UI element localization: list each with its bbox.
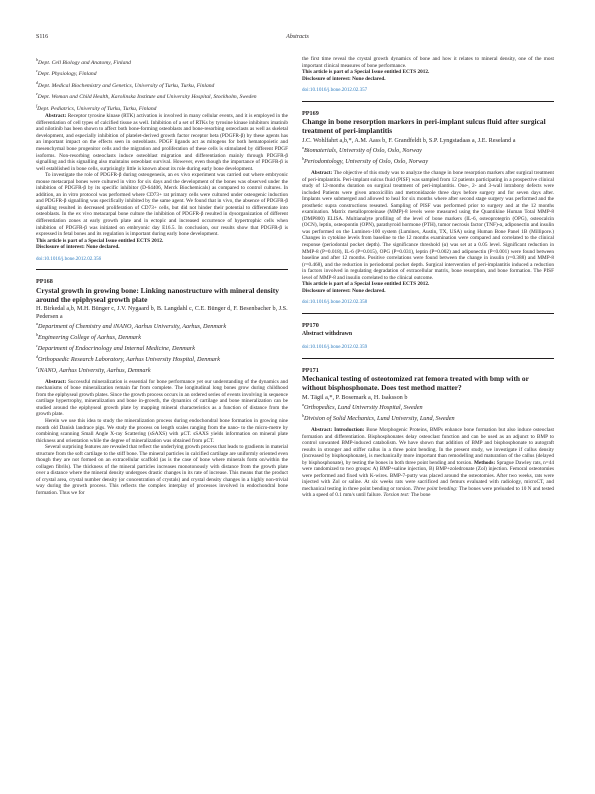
special-issue-note: This article is part of a Special Issue entitled ECTS 2012. (302, 281, 430, 288)
author-list: M. Tägil a,*, P. Bosemark a, H. Isaksson b (302, 393, 408, 401)
abstract-paragraph: To investigate the role of PDGFR-β during osteogenesis, an ex vivo experiment was carried out where embryonic mouse metacarpal bones were cultured in vitro for six days and the development of the bones was observed under the inhibition of PDGFR-β by its specific inhibitor (D-64406, Merck Biochemicals) as compared to control cultures. In addition, an in vitro protocol was performed where CD73+ rat primary cells were cultured under osteogenic induction and PDGFR-β signalling was specifically inhibited by the same agent. We found that in vivo, the absence of PDGFR-β signalling resulted in decreased proliferation of CD73+ cells, but did not hinder their potential to differentiate into osteoblasts. In the ex vivo metacarpal bone culture the inhibition of PDGFR-β resulted in dysorganization of different differentiation zones at early growth plate and in ectopic and increased occurrence of hypertrophic cells when inhibition of PDGFR-β was initiated on embryonic day E16.5. In conclusion, our results show that PDGFR-β is expressed in fetal bones and its regulation is important during early bone development. (36, 172, 288, 238)
doi-link[interactable]: doi:10.1016/j.bone.2012.02.359 (302, 344, 368, 351)
article-id: PP171 (302, 366, 319, 374)
article-title: Abstract withdrawn (302, 331, 353, 338)
article-title: Mechanical testing of osteotomized rat femora treated with bmp with or without bisphosphonate. Does test method matter? (302, 374, 529, 392)
disclosure: Disclosure of interest: None declared. (36, 244, 120, 251)
author-list: J.C. Wohlfahrt a,b,*, A.M. Aass b, F. Grandfeldt b, S.P. Lyngstadaas a, J.E. Reseland a (302, 136, 516, 144)
affiliation: $^e$iNANO, Aarhus University, Aarhus, Denmark (36, 364, 151, 374)
journal-section: Abstracts (286, 34, 309, 40)
article-title: Crystal growth in growing bone: Linking nanostructure with mineral density around the epiphyseal growth plate (36, 285, 279, 304)
abstract-paragraph: Abstract: The objective of this study was to analyze the change in bone resorption markers after surgical treatment of peri-implantitis. Peri-implant sulcus fluid (PISF) was sampled from 12 patients participating in a prospective clinical study of 12-months duration on surgical treatment of peri-implantitis. One-, 2- and 3-wall intrabony defects were included Patients were given amoxicillin and metronidazole three days before surgery and for seven days after. Implants were submerged and allowed to heal for six months where after second stage surgery was performed and the prosthetic supra constructions reseated. Sampling of PISF was performed prior to surgery and at the 12 months examination. Matrix metalloproteinase (MMP)-8 levels were measured using the Quantikine Human Total MMP-8 (DMP800) ELISA. Multianalyte profiling of the level of bone markers (IL-6, osteoprotegrin (OPG), osteocalcin (OCN), leptin, osteopontin (OPN), parathyroid hormone (PTH), tumor necrosis factor (TNF)-α, adiponectin and insulin was performed on the Luminex-100 system (Luminex, Austin, TX, USA) using Human Bone Panel 1B (Millipore.) Changes in cytokine levels from baseline to the 12 months examination were compared and correlated to the clinical response (periodontal pocket depth). The significance threshold (α) was set at a 0.05 level. Significant reduction in MMP-8 (P=0.018), IL-6 (P=0.015), OPG (P=0.031), leptin (P=0.002) and adiponectin (P<0.001) were found between baseline and after 12 months. Positive correlations were found between the change in insulin (r=0.388) and MMP-8 (r=0.468), and the reduction in periodontal pocket depth. Surgical intervention of peri-implantitis induced a reduction in factors involved in regulating degradation of extracellular matrix, bone resorption, and bone formation. The PISF level of MMP-8 and insulin correlated to the clinical outcome. (302, 170, 554, 281)
author-list: H. Birkedal a,b, M.H. Bünger c, J.V. Nygaard b, B. Langdahl c, C.E. Bünger d, F. Besenbacher b, J.S. Pedersen a (36, 305, 288, 320)
affiliation: $^b$Division of Solid Mechanics, Lund University, Lund, Sweden (302, 413, 455, 423)
abstract-paragraph: Several surprising features are revealed that reflect the underlying growth process that leads to gradients in material structure from the soft cartilage to the stiff bone. The mineral particles in calcified cartilage are uniformly oriented even though they are not formed on an extracellular scaffold (as is the case of bone where minerals form on/within the collagen fibrils). The thickness of the mineral particles increases monotonously with distance from the growth plate over a distance where the mineral density undergoes drastic changes in its rate of increase. This means that the product of crystal area, crystal number density (or concentration of crystals) and crystal density changes in a highly non-trivial way during the growth process. This reflects the complex interplay of processes involved in endochondral bone formation. Thus we for (36, 444, 288, 497)
section-divider (302, 358, 554, 359)
abstract-paragraph: Abstract: Introduction: Bone Morphogenic Proteins, BMPs enhance bone formation but also induce osteoclast formation and differentiation. Bisphosphonates delay osteoclast function and can be used as an adjunct to BMP to control unwanted BMP-induced catabolism. We have shown that addition of BMP and bisphosphonate to autograft results in stronger and stiffer callus in a three point bending. In the present study, we investigate if callus density (increased by bisphosphonate), is mechanically more important than remodelling and maturation of the callus (delayed by bisphosphonate), by testing the bones in both three point bending and torsion. Methods: Sprague Dawley rats, n=44 were randomized to two groups: A) BMP+saline injection, B) BMP+zoledronate (Zol) injection. Femoral osteotomies were performed and fixed with K-wires. BMP-7-putty was placed around the osteotomies. After two weeks, rats were injected with Zol or saline. At six weeks rats were sacrificed and femurs evaluated with radiology, microCT, and mechanical testing in three point bending or torsion. Three point bending: The bones were preloaded to 10 N and tested with a speed of 0.1 mm/s until failure. Torsion test: The bone (302, 427, 555, 499)
left-column (36, 56, 288, 497)
abstract-paragraph: Abstract: Successful mineralization is essential for bone performance yet our understanding of the dynamics and mechanisms of bone mineralization remain far from complete. The longitudinal long bones grow during childhood from the epiphyseal growth plates. Since the growth process occurs in an ordered series of events involving in sequence cartilage hypertrophy, mineralization and bone in-growth, the dynamics of cartilage and bone mineralization can be studied around the epiphyseal growth plate by mapping mineral characteristics as a function of distance from the growth plate. (36, 378, 288, 418)
affiliation-list (302, 401, 554, 423)
doi-link[interactable]: doi:10.1016/j.bone.2012.02.356 (36, 255, 102, 262)
affiliation: $^d$Dept. Medical Biochemistry and Genetics, University of Turku, Turku, Finland (36, 79, 215, 89)
affiliation: $^c$Dept. Physiology, Finland (36, 68, 97, 78)
right-column (302, 56, 554, 499)
abstract-paragraph: Abstract: Receptor tyrosine kinase (RTK) activation is involved in many cellular events, and it is employed in the differentiation of cell types of calcified tissue as well. Inhibition of a set of RTKs by tyrosine kinase inhibitors imatinib and nilotinib has been shown to affect both bone-forming osteoblasts and bone-resorbing osteoclasts as well as skeletal development, and especially inhibition of platelet-derived growth factor receptor beta (PDGFR-β) by these agents has an important impact on the effects seen in osteoblasts. PDGF ligands act as mitogens for both hematopoietic and mesenchymal bone progenitor cells and the migration and proliferation of these cells is stimulated by different PDGF isoforms. Non-resorbing osteoclasts induce osteoblast migration and differentiation mainly through PDGFR-β signalling and this signalling also maintains osteoblast survival. However, even though the importance of PDGFR-β is well established in bone cells, surprisingly little is known about its role during early bone development. (36, 113, 289, 172)
article-id: PP168 (36, 278, 53, 286)
article-title: Change in bone resorption markers in peri-implant sulcus fluid after surgical treatment of peri-implantitis (302, 117, 546, 135)
affiliation-list (36, 320, 288, 374)
disclosure: Disclosure of interest: None declared. (302, 287, 386, 294)
affiliation: $^b$Engineering College of Aarhus, Denmark (36, 332, 142, 342)
affiliation: $^a$Department of Chemistry and iNANO, Aarhus University, Aarhus, Denmark (36, 321, 227, 331)
affiliation-list (302, 144, 554, 166)
affiliation: $^b$Dept. Cell Biology and Anatomy, Finland (36, 57, 131, 66)
section-divider (302, 313, 554, 314)
abstract-paragraph: the first time reveal the crystal growth dynamics of bone and how it relates to mineral density, one of the most important clinical measures of bone performance. (302, 56, 554, 69)
affiliation-list (36, 56, 288, 113)
affiliation: $^a$Orthopedics, Lund University Hospital, Sweden (302, 402, 423, 412)
section-divider (36, 269, 288, 270)
article-id: PP170 (302, 321, 319, 329)
doi-link[interactable]: doi:10.1016/j.bone.2012.02.358 (302, 299, 368, 306)
doi-link[interactable]: doi:10.1016/j.bone.2012.02.357 (302, 87, 368, 94)
affiliation: $^a$Biomaterials, University of Oslo, Oslo, Norway (302, 145, 422, 155)
affiliation: $^e$Dept. Woman and Child Health, Karolinska Institute and University Hospital, Stockholm, Sweden (36, 91, 257, 101)
page-number: S116 (36, 34, 49, 40)
section-divider (302, 101, 554, 102)
affiliation: $^b$Periodontology, University of Oslo, Oslo, Norway (302, 156, 429, 166)
special-issue-note: This article is part of a Special Issue entitled ECTS 2012. (302, 69, 430, 76)
affiliation: $^d$Orthopaedic Research Laboratory, Aarhus University Hospital, Denmark (36, 354, 221, 364)
affiliation: $^c$Department of Endocrinology and Internal Medicine, Denmark (36, 343, 196, 353)
special-issue-note: This article is part of a Special Issue entitled ECTS 2012. (36, 237, 164, 244)
abstract-paragraph: Herein we use this idea to study the mineralization process during endochondral bone formation in growing nine month old Danish landrace pigs. We study the process on length scales ranging from the nano- to the micro-metre by combining scanning Small Angle X-ray Scattering (sSAXS) with µCT. sSAXS yields information on mineral plate thickness and orientation while the degree of mineralization was obtained from µCT. (36, 418, 288, 444)
affiliation: $^f$Dept. Pediatrics, University of Turku, Turku, Finland (36, 102, 157, 112)
disclosure: Disclosure of interest: None declared. (302, 75, 386, 82)
article-id: PP169 (302, 109, 319, 117)
